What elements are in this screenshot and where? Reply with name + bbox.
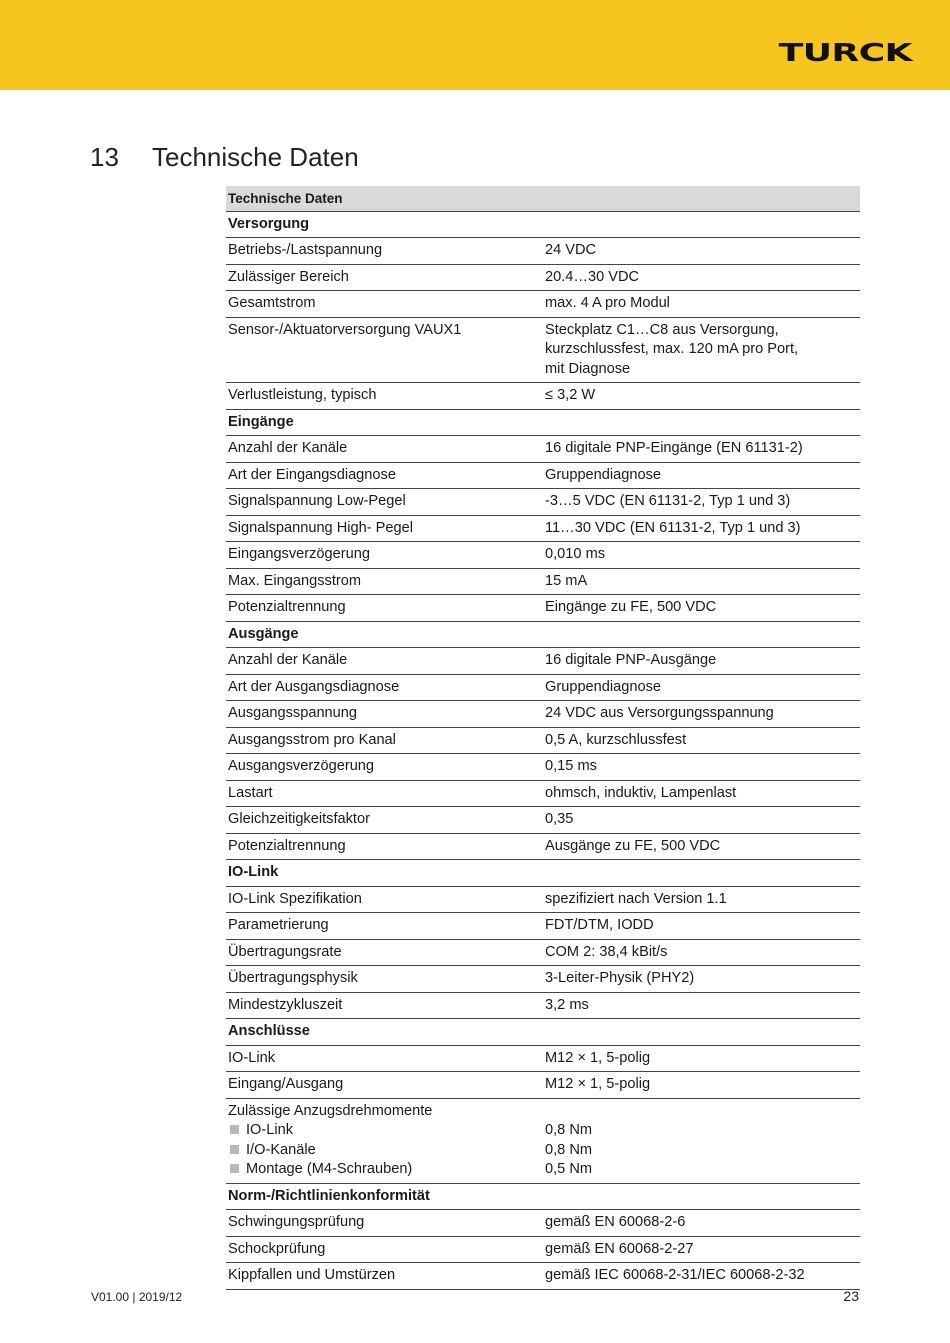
table-row: [226, 939, 860, 966]
table-row: [226, 595, 860, 622]
table-row: [226, 264, 860, 291]
table-row: [226, 436, 860, 463]
list-item-label: Montage (M4-Schrauben): [246, 1161, 413, 1177]
row-label: Mindestzykluszeit: [226, 992, 543, 1019]
table-row: [226, 674, 860, 701]
bullet-square-icon: [230, 1164, 239, 1173]
row-label: Art der Eingangsdiagnose: [226, 462, 543, 489]
row-value: 0,5 A, kurzschlussfest: [543, 727, 860, 754]
section-label: Ausgänge: [226, 621, 860, 648]
table-row: [226, 913, 860, 940]
table-row: [226, 1098, 860, 1183]
row-value: 24 VDC: [543, 238, 860, 265]
list-heading: Zulässige Anzugsdrehmomente: [228, 1102, 433, 1119]
row-label: Potenzialtrennung: [226, 833, 543, 860]
row-value: Eingänge zu FE, 500 VDC: [543, 595, 860, 622]
table-row: [226, 727, 860, 754]
table-row: [226, 648, 860, 675]
row-label: Anzahl der Kanäle: [226, 436, 543, 463]
spec-table-header-label: Technische Daten: [226, 186, 860, 211]
table-row: [226, 1045, 860, 1072]
row-value: spezifiziert nach Version 1.1: [543, 886, 860, 913]
row-value: 0,15 ms: [543, 754, 860, 781]
row-value: ohmsch, induktiv, Lampenlast: [543, 780, 860, 807]
row-label: IO-Link: [226, 1045, 543, 1072]
footer-version: V01.00 | 2019/12: [91, 1290, 183, 1304]
list-item: [228, 1141, 541, 1161]
row-label: Übertragungsrate: [226, 939, 543, 966]
row-label: Ausgangsstrom pro Kanal: [226, 727, 543, 754]
section-label: Anschlüsse: [226, 1019, 860, 1046]
table-row: [226, 291, 860, 318]
row-label: Anzahl der Kanäle: [226, 648, 543, 675]
table-row: [226, 542, 860, 569]
row-value: 16 digitale PNP-Ausgänge: [543, 648, 860, 675]
table-row: [226, 317, 860, 383]
section-label: IO-Link: [226, 860, 860, 887]
row-value: 24 VDC aus Versorgungsspannung: [543, 701, 860, 728]
list-item: [228, 1160, 541, 1180]
row-value: 0,35: [543, 807, 860, 834]
row-value: 3-Leiter-Physik (PHY2): [543, 966, 860, 993]
section-label: Eingänge: [226, 409, 860, 436]
row-label: Schwingungsprüfung: [226, 1210, 543, 1237]
row-value: 0,010 ms: [543, 542, 860, 569]
chapter-title: Technische Daten: [152, 142, 359, 172]
chapter-heading: [90, 142, 359, 173]
row-value: 20.4…30 VDC: [543, 264, 860, 291]
row-value: [543, 317, 860, 383]
row-value: gemäß EN 60068-2-6: [543, 1210, 860, 1237]
table-row: [226, 966, 860, 993]
bullet-square-icon: [230, 1145, 239, 1154]
row-label: Signalspannung Low-Pegel: [226, 489, 543, 516]
list-item-value: 0,5 Nm: [545, 1161, 593, 1177]
row-label: Max. Eingangsstrom: [226, 568, 543, 595]
row-label: Ausgangsverzögerung: [226, 754, 543, 781]
row-value: [543, 1098, 860, 1183]
list-item-label: IO-Link: [246, 1122, 294, 1138]
row-value: max. 4 A pro Modul: [543, 291, 860, 318]
header-band: [0, 0, 950, 90]
row-value: ≤ 3,2 W: [543, 383, 860, 410]
chapter-number: 13: [90, 142, 119, 172]
row-label: Zulässiger Bereich: [226, 264, 543, 291]
spec-table-header: [226, 186, 860, 211]
row-value: gemäß EN 60068-2-27: [543, 1236, 860, 1263]
table-row: [226, 383, 860, 410]
row-value: M12 × 1, 5-polig: [543, 1045, 860, 1072]
section-row: [226, 211, 860, 238]
row-label: Eingang/Ausgang: [226, 1072, 543, 1099]
row-label: IO-Link Spezifikation: [226, 886, 543, 913]
row-label: Kippfallen und Umstürzen: [226, 1263, 543, 1290]
bullet-square-icon: [230, 1125, 239, 1134]
row-label: Gleichzeitigkeitsfaktor: [226, 807, 543, 834]
list-item-value: 0,8 Nm: [545, 1122, 593, 1138]
row-value: COM 2: 38,4 kBit/s: [543, 939, 860, 966]
section-label: Norm-/Richtlinienkonformität: [226, 1183, 860, 1210]
section-row: [226, 1019, 860, 1046]
row-label: Ausgangsspannung: [226, 701, 543, 728]
table-row: [226, 1210, 860, 1237]
table-row: [226, 1072, 860, 1099]
table-row: [226, 992, 860, 1019]
section-row: [226, 409, 860, 436]
table-row: [226, 754, 860, 781]
section-label: Versorgung: [226, 211, 860, 238]
row-value: Gruppendiagnose: [543, 462, 860, 489]
table-row: [226, 886, 860, 913]
row-value: M12 × 1, 5-polig: [543, 1072, 860, 1099]
table-row: [226, 780, 860, 807]
row-value: FDT/DTM, IODD: [543, 913, 860, 940]
section-row: [226, 621, 860, 648]
table-row: [226, 701, 860, 728]
row-label: Verlustleistung, typisch: [226, 383, 543, 410]
row-label: Signalspannung High- Pegel: [226, 515, 543, 542]
turck-logo: TURCK: [778, 38, 912, 67]
row-label: Betriebs-/Lastspannung: [226, 238, 543, 265]
table-row: [226, 238, 860, 265]
list-item: [228, 1121, 541, 1141]
row-value: 16 digitale PNP-Eingänge (EN 61131-2): [543, 436, 860, 463]
table-row: [226, 1263, 860, 1290]
section-row: [226, 1183, 860, 1210]
row-label: Sensor-/Aktuatorversorgung VAUX1: [226, 317, 543, 383]
row-value-line: mit Diagnose: [545, 360, 631, 377]
section-row: [226, 860, 860, 887]
row-label: Schockprüfung: [226, 1236, 543, 1263]
table-row: [226, 568, 860, 595]
row-value: 3,2 ms: [543, 992, 860, 1019]
table-row: [226, 489, 860, 516]
row-value: 15 mA: [543, 568, 860, 595]
row-label: Art der Ausgangsdiagnose: [226, 674, 543, 701]
row-value: -3…5 VDC (EN 61131-2, Typ 1 und 3): [543, 489, 860, 516]
row-label: Lastart: [226, 780, 543, 807]
row-label: Gesamtstrom: [226, 291, 543, 318]
row-value-line: Steckplatz C1…C8 aus Versorgung,: [545, 321, 779, 338]
table-row: [226, 1236, 860, 1263]
spec-table: [226, 186, 860, 1290]
row-value: 11…30 VDC (EN 61131-2, Typ 1 und 3): [543, 515, 860, 542]
value-spacer: [545, 1102, 858, 1122]
list-item-label: I/O-Kanäle: [246, 1141, 316, 1158]
row-label: Potenzialtrennung: [226, 595, 543, 622]
row-label: Übertragungsphysik: [226, 966, 543, 993]
row-value: Ausgänge zu FE, 500 VDC: [543, 833, 860, 860]
row-value: gemäß IEC 60068-2-31/IEC 60068-2-32: [543, 1263, 860, 1290]
row-label: Parametrierung: [226, 913, 543, 940]
row-value-line: kurzschlussfest, max. 120 mA pro Port,: [545, 341, 799, 357]
list-item-value: 0,8 Nm: [545, 1141, 593, 1158]
row-label: Eingangsverzögerung: [226, 542, 543, 569]
table-row: [226, 515, 860, 542]
page-number: 23: [843, 1288, 859, 1304]
table-row: [226, 833, 860, 860]
row-value: Gruppendiagnose: [543, 674, 860, 701]
table-row: [226, 462, 860, 489]
table-row: [226, 807, 860, 834]
row-label: [226, 1098, 543, 1183]
